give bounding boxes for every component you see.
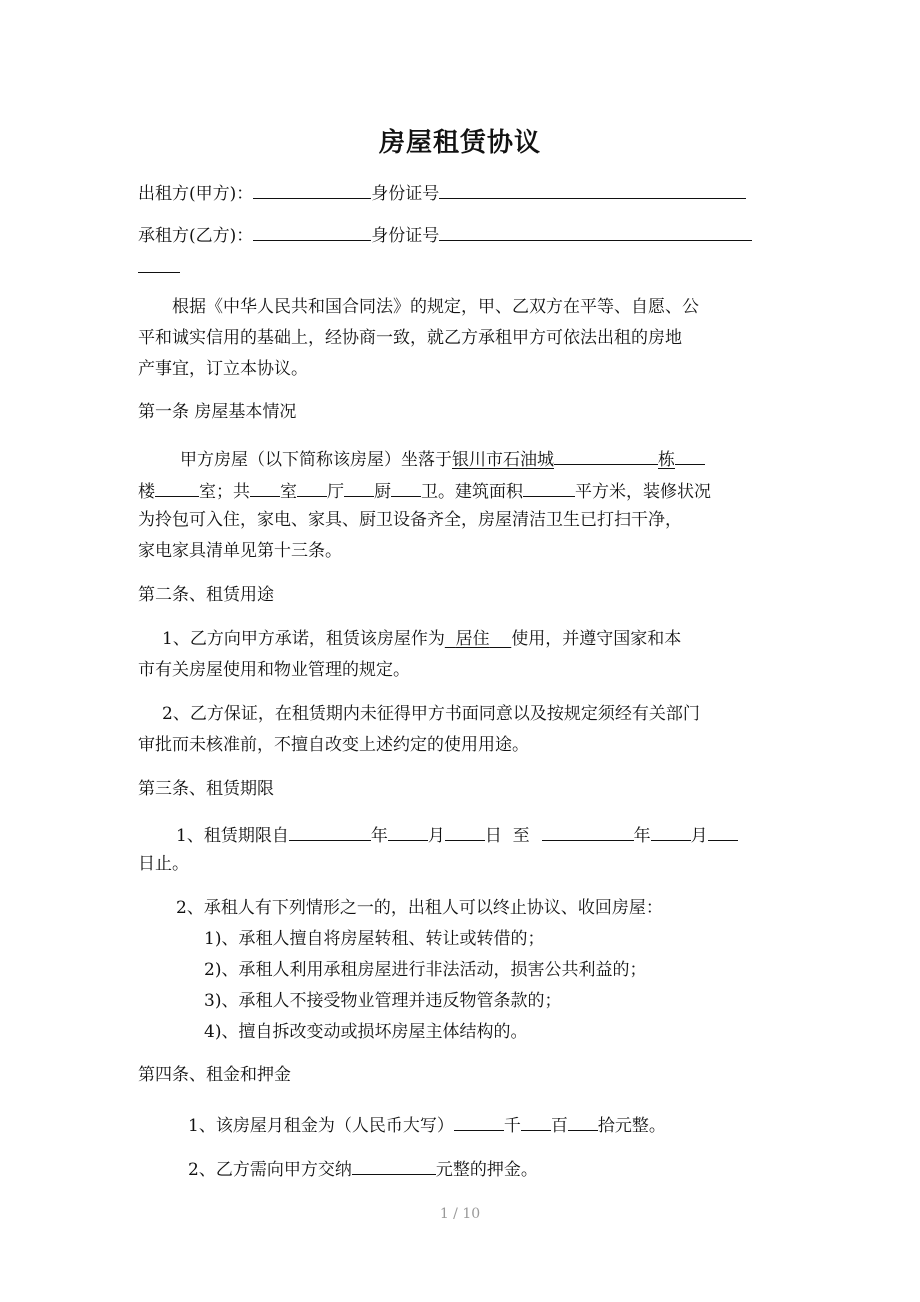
article-2-clause-1-line-2: 市有关房屋使用和物业管理的规定。 [138,660,410,680]
lessee-id-label: 身份证号 [371,226,440,246]
rent-hundreds-label: 百 [550,1116,568,1136]
start-day-blank [445,822,485,841]
article-1-heading: 第一条 房屋基本情况 [138,402,297,422]
start-year-label: 年 [370,826,388,846]
deposit-line [188,1156,538,1181]
termination-item-1: 1)、承租人擅自将房屋转租、转让或转借的； [204,929,545,949]
rent-tens-blank [568,1112,598,1131]
purpose-prefix: 1、乙方向甲方承诺，租赁该房屋作为 [162,629,445,649]
rent-thousands-blank [454,1112,504,1131]
lessee-label: 承租方(乙方)： [138,226,254,246]
area-label: 平方米，装修状况 [575,482,711,502]
lessor-id-label: 身份证号 [371,184,440,204]
bathrooms-blank [391,478,421,497]
rent-tens-label: 拾元整。 [597,1116,666,1136]
start-month-blank [388,822,428,841]
start-day-label: 日 至 [484,826,530,846]
room-label: 室；共 [199,482,250,502]
rooms-blank [250,478,280,497]
lessee-id-blank-cont [138,254,180,273]
lessee-name-blank [253,222,371,241]
purpose-text: 居住 [455,629,490,649]
article-2-clause-2-line-2: 审批而未核准前，不擅自改变上述约定的使用用途。 [138,735,529,755]
article-2-clause-1 [162,628,681,650]
document-title: 房屋租赁协议 [378,128,541,158]
location-city: 银川市石油城 [452,450,554,470]
area-blank [523,478,575,497]
kitchens-blank [344,478,374,497]
rent-thousands-label: 千 [503,1116,521,1136]
location-prefix: 甲方房屋（以下简称该房屋）坐落于 [180,450,452,470]
article-1-line-4: 家电家具清单见第十三条。 [138,541,342,561]
page-number: 1 / 10 [439,1206,481,1222]
intro-line-2: 平和诚实信用的基础上，经协商一致，就乙方承租甲方可依法出租的房地 [138,328,682,348]
lessee-line [138,222,752,247]
lease-term-end: 日止。 [138,854,189,874]
termination-item-4: 4)、擅自拆改变动或损坏房屋主体结构的。 [204,1022,528,1042]
rent-hundreds-blank [521,1112,551,1131]
rent-line [188,1112,666,1137]
bathrooms-label: 卫。建筑面积 [421,482,523,502]
termination-item-3: 3)、承租人不接受物业管理并违反物管条款的； [204,991,562,1011]
article-1-line-1 [180,446,705,471]
lessor-label: 出租方(甲方)： [138,184,254,204]
end-day-blank [708,822,738,841]
deposit-suffix: 元整的押金。 [435,1160,538,1180]
rent-prefix: 1、该房屋月租金为（人民币大写） [188,1116,454,1136]
article-1-line-2 [138,478,711,503]
term-prefix: 1、租赁期限自 [176,826,289,846]
purpose-value [445,629,511,649]
article-1-line-3: 为拎包可入住，家电、家具、厨卫设备齐全，房屋清洁卫生已打扫干净， [138,510,682,530]
lease-term-line [176,822,738,847]
lessor-name-blank [253,180,371,199]
rooms-label: 室 [280,482,297,502]
end-month-blank [651,822,691,841]
purpose-suffix: 使用，并遵守国家和本 [511,629,682,649]
halls-label: 厅 [327,482,344,502]
end-year-label: 年 [633,826,651,846]
lessee-id-continuation [138,254,180,279]
floor-blank [155,478,199,497]
building-blank [554,446,658,465]
end-year-blank [542,822,634,841]
building-unit: 栋 [658,450,675,470]
kitchens-label: 厨 [374,482,391,502]
deposit-blank [352,1156,436,1175]
article-4-heading: 第四条、租金和押金 [138,1065,291,1085]
lessee-id-blank [439,222,752,241]
intro-line-3: 产事宜，订立本协议。 [138,359,308,379]
termination-clause: 2、承租人有下列情形之一的，出租人可以终止协议、收回房屋： [176,898,663,918]
termination-item-2: 2)、承租人利用承租房屋进行非法活动，损害公共利益的； [204,960,647,980]
end-month-label: 月 [690,826,708,846]
start-month-label: 月 [427,826,445,846]
halls-blank [297,478,327,497]
article-3-heading: 第三条、租赁期限 [138,779,274,799]
article-2-heading: 第二条、租赁用途 [138,585,274,605]
start-year-blank [289,822,371,841]
building-unit-blank [675,446,705,465]
lessor-id-blank [439,180,746,199]
lessor-line [138,180,746,205]
floor-label: 楼 [138,482,155,502]
deposit-prefix: 2、乙方需向甲方交纳 [188,1160,352,1180]
article-2-clause-2: 2、乙方保证，在租赁期内未征得甲方书面同意以及按规定须经有关部门 [162,704,700,724]
intro-line-1: 根据《中华人民共和国合同法》的规定，甲、乙双方在平等、自愿、公 [172,297,699,317]
